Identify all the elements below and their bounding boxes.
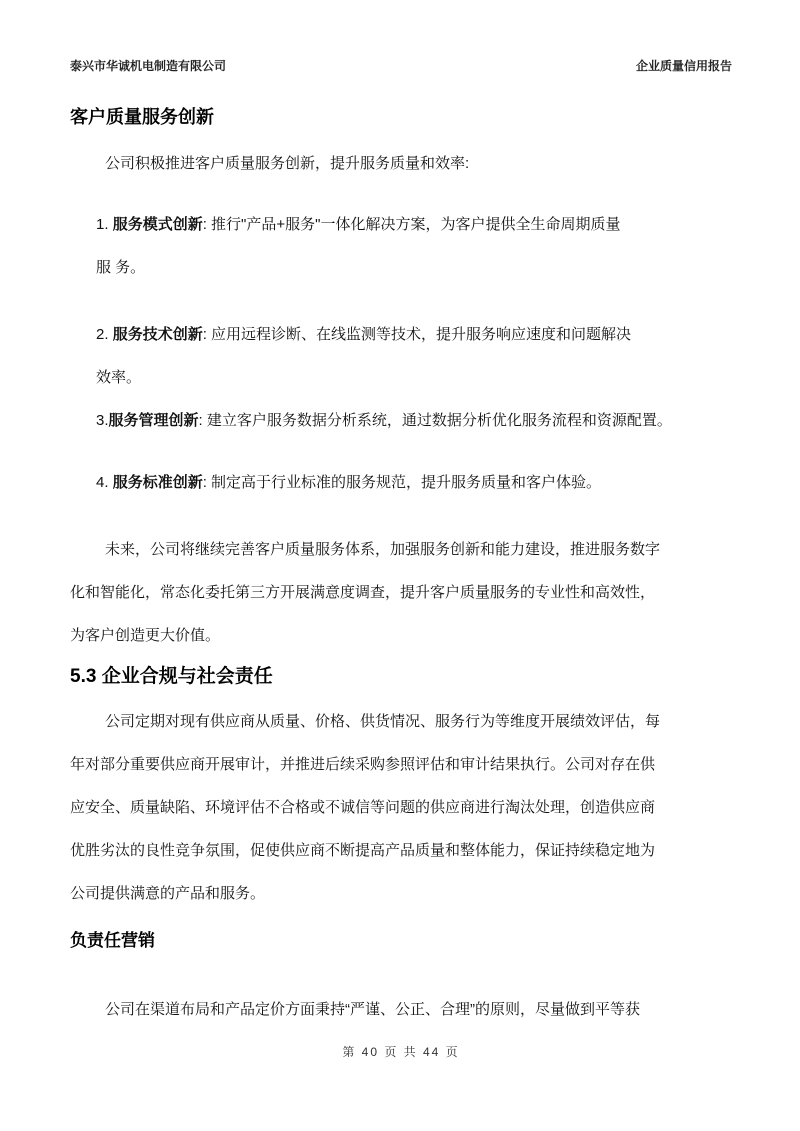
item-number: 3. <box>96 412 109 429</box>
list-item-1-line-1 <box>96 203 732 246</box>
intro-paragraph: 公司积极推进客户质量服务创新，提升服务质量和效率: <box>105 155 470 172</box>
list-item-4-line-1 <box>96 461 732 504</box>
responsible-marketing-paragraph: 公司在渠道布局和产品定价方面秉持“严谨、公正、合理”的原则，尽量做到平等获 <box>105 1001 640 1018</box>
paragraph-line-1: 公司定期对现有供应商从质量、价格、供货情况、服务行为等维度开展绩效评估，每 <box>105 713 661 730</box>
supplier-evaluation-paragraph <box>70 700 732 915</box>
item-label: 服务技术创新 <box>112 326 203 343</box>
list-item-1-line-2: 服 务。 <box>96 259 146 276</box>
closing-line-3: 为客户创造更大价值。 <box>70 627 221 644</box>
paragraph-line-4: 优胜劣汰的良性竞争氛围，促使供应商不断提高产品质量和整体能力，保证持续稳定地为 <box>70 842 656 859</box>
item-label: 服务标准创新 <box>112 474 203 491</box>
item-text: 制定高于行业标准的服务规范，提升服务质量和客户体验。 <box>211 474 602 491</box>
item-separator: : <box>202 474 212 491</box>
closing-paragraph <box>70 528 732 657</box>
item-text: 推行"产品+服务"一体化解决方案，为客户提供全生命周期质量 <box>211 216 621 233</box>
item-label: 服务模式创新 <box>112 216 203 233</box>
paragraph-line-5: 公司提供满意的产品和服务。 <box>70 885 266 902</box>
list-item-1 <box>96 203 732 289</box>
item-number: 1. <box>96 216 113 233</box>
list-item-2-line-2: 效率。 <box>96 369 142 386</box>
item-label: 服务管理创新 <box>108 412 199 429</box>
item-number: 4. <box>96 474 113 491</box>
list-item-4 <box>96 461 732 504</box>
item-text: 应用远程诊断、在线监测等技术，提升服务响应速度和问题解决 <box>211 326 632 343</box>
list-item-2-line-1 <box>96 313 732 356</box>
page-header <box>70 58 732 74</box>
item-separator: : <box>198 412 207 429</box>
header-company-name: 泰兴市华诚机电制造有限公司 <box>70 59 227 73</box>
page-number-footer: 第 40 页 共 44 页 <box>342 1045 460 1059</box>
header-report-title: 企业质量信用报告 <box>635 59 732 73</box>
closing-line-2: 化和智能化，常态化委托第三方开展满意度调查，提升客户质量服务的专业性和高效性， <box>70 584 656 601</box>
subsection-title-responsible-marketing: 负责任营销 <box>70 931 155 950</box>
paragraph-line-2: 年对部分重要供应商开展审计，并推进后续采购参照评估和审计结果执行。公司对存在供 <box>70 756 656 773</box>
section-title-5-3-compliance-social-responsibility: 5.3 企业合规与社会责任 <box>70 666 273 687</box>
list-item-3 <box>96 399 732 442</box>
item-separator: : <box>202 326 212 343</box>
section-title-customer-quality-service-innovation: 客户质量服务创新 <box>70 107 214 127</box>
list-item-2 <box>96 313 732 399</box>
list-item-3-line-1 <box>96 399 732 442</box>
item-number: 2. <box>96 326 113 343</box>
closing-line-1: 未来，公司将继续完善客户质量服务体系，加强服务创新和能力建设，推进服务数字 <box>105 541 661 558</box>
service-innovation-list <box>96 203 732 504</box>
item-separator: : <box>202 216 212 233</box>
paragraph-line-3: 应安全、质量缺陷、环境评估不合格或不诚信等问题的供应商进行淘汰处理，创造供应商 <box>70 799 656 816</box>
item-text: 建立客户服务数据分析系统，通过数据分析优化服务流程和资源配置。 <box>206 412 672 429</box>
